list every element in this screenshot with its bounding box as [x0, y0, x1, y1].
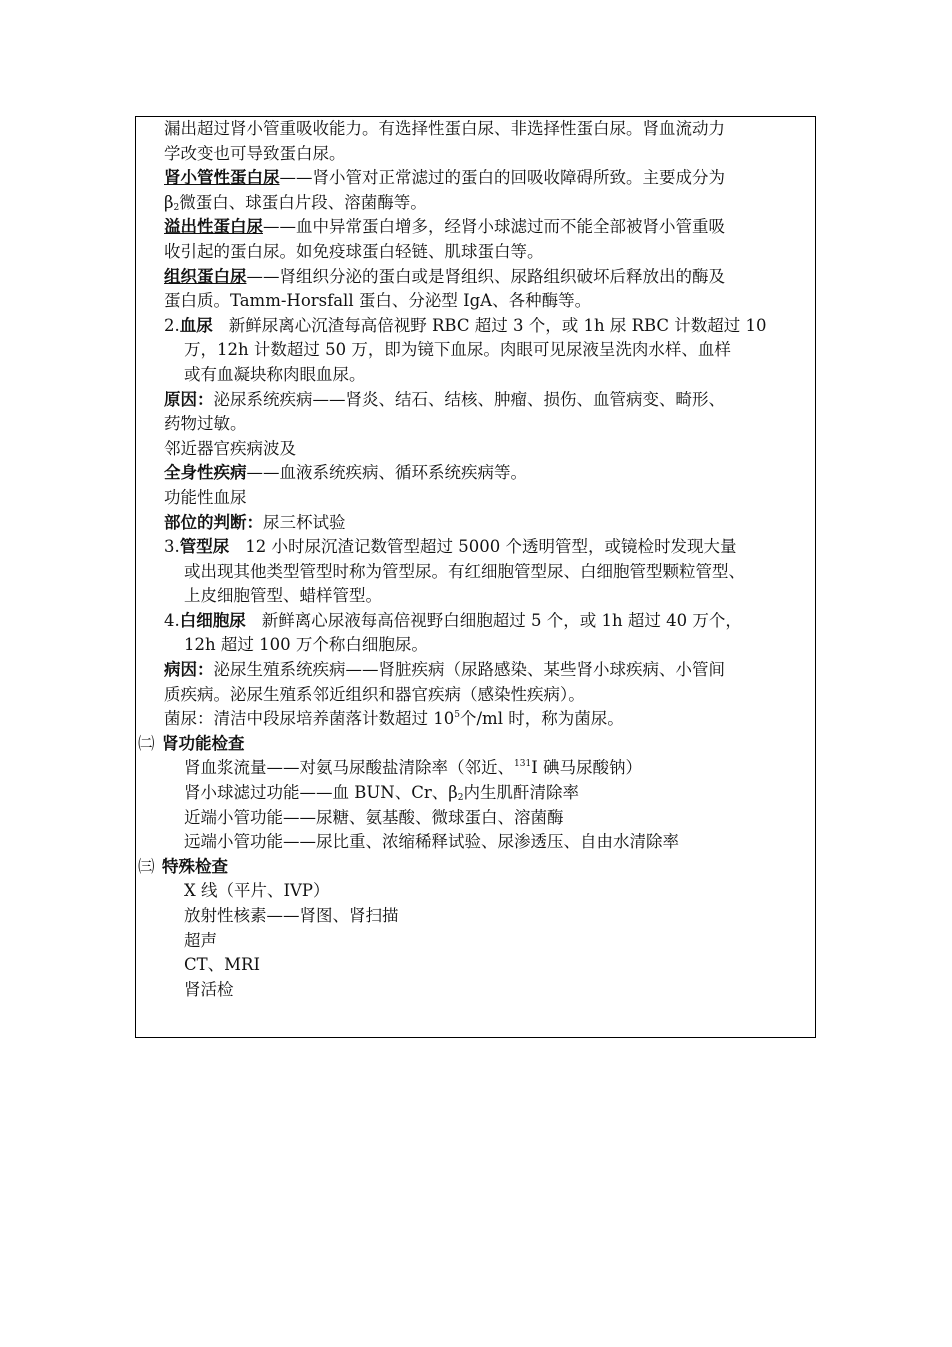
text-span: ——血中异常蛋白增多，经肾小球滤过而不能全部被肾小管重吸 [263, 217, 725, 237]
text-line: 质疾病。泌尿生殖系邻近组织和器官疾病（感染性疾病）。 [164, 684, 585, 704]
text-line [164, 658, 812, 683]
text-line [164, 609, 812, 634]
text-line [164, 215, 812, 240]
term-tubular-proteinuria: 肾小管性蛋白尿 [164, 168, 280, 188]
text-line: 放射性核素——肾图、肾扫描 [184, 906, 399, 925]
text-line [164, 511, 812, 536]
section-number: ㈡ [138, 733, 155, 753]
text-line: 或有血凝块称肉眼血尿。 [184, 364, 366, 384]
superscript: 131 [514, 759, 532, 770]
text-line [164, 535, 812, 560]
item-number: 2. [164, 315, 180, 335]
text-line: 药物过敏。 [164, 414, 247, 434]
text-span: I 碘马尿酸钠） [531, 758, 642, 778]
text-line: 学改变也可导致蛋白尿。 [164, 143, 346, 163]
section-heading-renal-function [138, 732, 812, 757]
text-line [164, 707, 812, 732]
term-systemic-disease: 全身性疾病 [164, 463, 247, 483]
text-span: 尿三杯试验 [263, 512, 346, 532]
text-line [164, 461, 812, 486]
text-line: 漏出超过肾小管重吸收能力。有选择性蛋白尿、非选择性蛋白尿。肾血流动力 [164, 119, 725, 138]
term-overflow-proteinuria: 溢出性蛋白尿 [164, 217, 263, 237]
text-span: 微蛋白、球蛋白片段、溶菌酶等。 [179, 192, 427, 212]
text-span: 泌尿生殖系统疾病——肾脏疾病（尿路感染、某些肾小球疾病、小管间 [213, 660, 725, 680]
term-etiology: 病因： [164, 660, 214, 680]
item-number: 4. [164, 610, 180, 630]
text-line: 功能性血尿 [164, 487, 247, 507]
text-line: 收引起的蛋白尿。如免疫球蛋白轻链、肌球蛋白等。 [164, 241, 544, 261]
text-span: 菌尿：清洁中段尿培养菌落计数超过 10 [164, 709, 455, 729]
text-span: 泌尿系统疾病——肾炎、结石、结核、肿瘤、损伤、血管病变、畸形、 [213, 389, 725, 409]
term-tissue-proteinuria: 组织蛋白尿 [164, 266, 247, 286]
text-span: 内生肌酐清除率 [463, 783, 579, 803]
text-line: 邻近器官疾病波及 [164, 438, 296, 458]
text-line: CT、MRI [184, 955, 260, 975]
document-text [138, 117, 812, 1002]
superscript: 5 [454, 710, 460, 721]
term-cause: 原因： [164, 389, 214, 409]
text-line [164, 191, 812, 216]
text-line [164, 756, 812, 781]
text-line: 或出现其他类型管型时称为管型尿。有红细胞管型尿、白细胞管型颗粒管型、 [184, 561, 745, 581]
text-line: 近端小管功能——尿糖、氨基酸、微球蛋白、溶菌酶 [184, 807, 564, 827]
section-title: 特殊检查 [162, 856, 228, 876]
text-line [164, 314, 812, 339]
text-line: X 线（平片、IVP） [184, 881, 330, 901]
beta-symbol: β [164, 192, 174, 212]
text-line [164, 781, 812, 806]
subscript: 2 [457, 793, 464, 804]
text-span: ——血液系统疾病、循环系统疾病等。 [246, 463, 527, 483]
text-line: 蛋白质。Tamm-Horsfall 蛋白、分泌型 IgA、各种酶等。 [164, 291, 592, 311]
text-span: ——肾组织分泌的蛋白或是肾组织、尿路组织破坏后释放出的酶及 [246, 266, 725, 286]
text-span: 新鲜离心尿液每高倍视野白细胞超过 5 个，或 1h 超过 40 万个， [261, 610, 742, 630]
text-line: 超声 [184, 930, 217, 950]
text-span: 12 小时尿沉渣记数管型超过 5000 个透明管型，或镜检时发现大量 [245, 537, 737, 557]
section-title: 肾功能检查 [162, 733, 245, 753]
text-line: 万，12h 计数超过 50 万，即为镜下血尿。肉眼可见尿液呈洗肉水样、血样 [184, 340, 731, 360]
item-number: 3. [164, 537, 180, 557]
text-line [164, 166, 812, 191]
text-line [164, 388, 812, 413]
text-line [164, 265, 812, 290]
term-cast-urine: 管型尿 [179, 537, 230, 557]
content-box [135, 116, 816, 1038]
term-hematuria: 血尿 [179, 315, 213, 335]
text-line: 远端小管功能——尿比重、浓缩稀释试验、尿渗透压、自由水清除率 [184, 832, 679, 852]
text-line: 12h 超过 100 万个称白细胞尿。 [184, 635, 428, 655]
section-number: ㈢ [138, 856, 155, 876]
text-span: 新鲜尿离心沉渣每高倍视野 RBC 超过 3 个，或 1h 尿 RBC 计数超过 10 [228, 315, 767, 335]
term-location: 部位的判断： [164, 512, 263, 532]
subscript: 2 [173, 202, 180, 213]
text-line: 上皮细胞管型、蜡样管型。 [184, 586, 382, 606]
text-span: ——肾小管对正常滤过的蛋白的回吸收障碍所致。主要成分为 [279, 168, 725, 188]
text-line: 肾活检 [184, 979, 234, 999]
text-span: 肾血浆流量——对氨马尿酸盐清除率（邻近、 [184, 758, 514, 778]
section-heading-special-exam [138, 855, 812, 880]
text-span: 肾小球滤过功能——血 BUN、Cr、β [184, 783, 458, 803]
text-span: 个/ml 时，称为菌尿。 [459, 709, 624, 729]
term-leukocyturia: 白细胞尿 [179, 610, 246, 630]
